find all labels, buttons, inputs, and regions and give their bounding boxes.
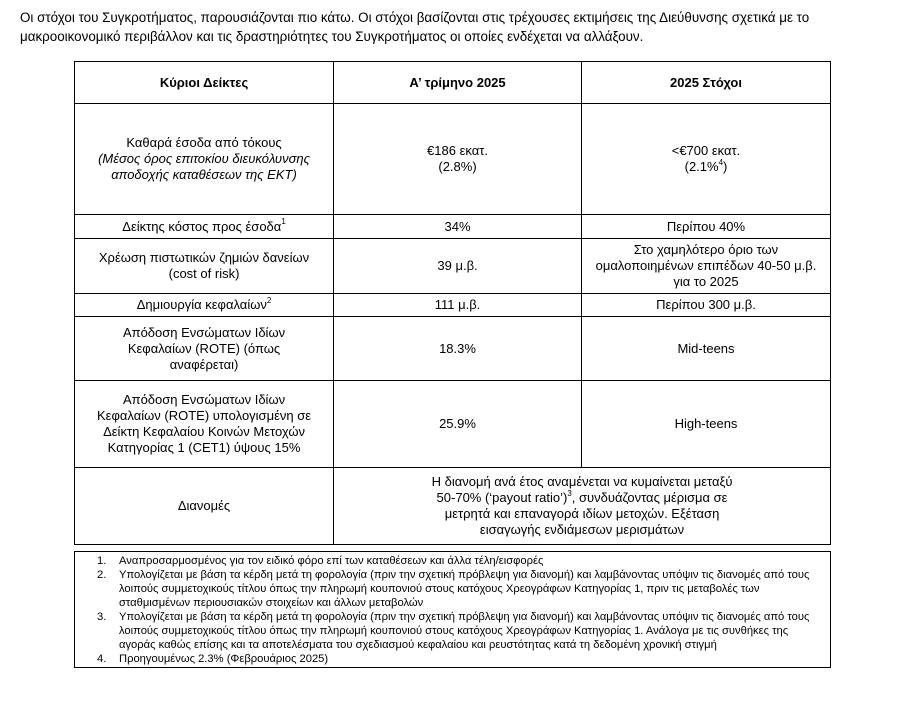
nii-label-cell <box>75 104 334 215</box>
header-key-indicators: Κύριοι Δείκτες <box>75 62 334 104</box>
nii-target-rate: (2.1%$^4$) <box>684 157 728 174</box>
nii-target-value: <€700 εκατ. <box>671 143 741 158</box>
rote-label: Απόδοση Ενσώματων Ιδίων Κεφαλαίων (ROTE) (όπως αναφέρεται) <box>75 317 334 381</box>
row-rote-cet1 <box>75 381 831 468</box>
table-header-row <box>75 62 831 104</box>
distributions-label: Διανομές <box>75 468 334 545</box>
cti-target: Περίπου 40% <box>582 215 831 239</box>
row-cost-of-risk <box>75 239 831 294</box>
row-cost-to-income <box>75 215 831 239</box>
rote-cet1-target: High-teens <box>582 381 831 468</box>
footnote-ref-1: 1 <box>281 217 286 227</box>
cor-q1: 39 μ.β. <box>334 239 582 294</box>
footnote-ref-3: 3 <box>567 488 572 498</box>
footnote-item: 3. Υπολογίζεται με βάση τα κέρδη μετά τη φορολογία (πριν την σχετική πρόβλεψη για διανομή) και λαμβάνοντας υπόψιν τις διανομές από τους λοιπούς συμμετοχικούς τίτλου όπως την πληρωμή κουπονιού στους κατόχους Χρεογράφων Κατηγορίας 1. Ανάλογα με τις συνθήκες της αγοράς καθώς επίσης και τα αποτελέσματα του σχεδιασμού κεφαλαίου και ρευστότητας κατά τη δεδομένη χρονική στιγμή <box>97 611 810 651</box>
header-q1-2025: Α’ τρίμηνο 2025 <box>334 62 582 104</box>
footnote-ref-2: 2 <box>266 295 272 305</box>
footnote-item: 1. Αναπροσαρμοσμένος για τον ειδικό φόρο επί των καταθέσεων και άλλα τέλη/εισφορές <box>97 555 544 567</box>
row-rote-reported <box>75 317 831 381</box>
capital-target: Περίπου 300 μ.β. <box>582 294 831 317</box>
footnote-ref-4: 4 <box>718 157 724 167</box>
nii-label: Καθαρά έσοδα από τόκους <box>126 135 282 150</box>
cti-q1: 34% <box>334 215 582 239</box>
nii-q1-cell <box>334 104 582 215</box>
header-2025-targets: 2025 Στόχοι <box>582 62 831 104</box>
row-distributions <box>75 468 831 545</box>
footnotes-box <box>74 551 831 668</box>
cor-label: Χρέωση πιστωτικών ζημιών δανείων (cost of risk) <box>75 239 334 294</box>
rote-cet1-label: Απόδοση Ενσώματων Ιδίων Κεφαλαίων (ROTE) υπολογισμένη σε Δείκτη Κεφαλαίου Κοινών Μετοχών Κατηγορίας 1 (CET1) ύψους 15% <box>75 381 334 468</box>
rote-target: Mid-teens <box>582 317 831 381</box>
row-capital-generation <box>75 294 831 317</box>
capital-label: Δημιουργία κεφαλαίων$^2$ <box>75 294 334 317</box>
row-net-interest-income <box>75 104 831 215</box>
nii-q1-rate: (2.8%) <box>438 159 477 174</box>
footnote-item: 4. Προηγουμένως 2.3% (Φεβρουάριος 2025) <box>97 653 329 665</box>
cor-target: Στο χαμηλότερο όριο των ομαλοποιημένων επιπέδων 40-50 μ.β. για το 2025 <box>582 239 831 294</box>
nii-target-cell <box>582 104 831 215</box>
kpi-table <box>74 61 831 545</box>
rote-q1: 18.3% <box>334 317 582 381</box>
rote-cet1-q1: 25.9% <box>334 381 582 468</box>
intro-paragraph: Οι στόχοι του Συγκροτήματος, παρουσιάζονται πιο κάτω. Οι στόχοι βασίζονται στις τρέχουσες εκτιμήσεις της Διεύθυνσης σχετικά με το μακροοικονομικό περιβάλλον και τις δραστηριότητες του Συγκροτήματος οι οποίες ενδέχεται να αλλάξουν. <box>20 10 810 44</box>
capital-q1: 111 μ.β. <box>334 294 582 317</box>
distributions-text: Η διανομή ανά έτος αναμένεται να κυμαίνεται μεταξύ 50-70% (‘payout ratio’)$^3$, συνδυάζοντας μέρισμα σε μετρητά και επαναγορά ιδίων μετοχών. Εξέταση εισαγωγής ενδιάμεσων μερισμάτων <box>334 468 831 545</box>
footnote-item: 2. Υπολογίζεται με βάση τα κέρδη μετά τη φορολογία (πριν την σχετική πρόβλεψη για διανομή) και λαμβάνοντας υπόψιν τις διανομές από τους λοιπούς συμμετοχικούς τίτλου όπως την πληρωμή κουπονιού στους κατόχους Χρεογράφων Κατηγορίας 1, πριν τις μεταβολές των σταθμισμένων περιουσιακών στοιχείων και άλλων μεταβολών <box>97 569 810 609</box>
footnotes-list <box>81 554 824 666</box>
cti-label: Δείκτης κόστος προς έσοδα$^1$ <box>75 215 334 239</box>
nii-sublabel: (Μέσος όρος επιτοκίου διευκόλυνσης αποδοχής καταθέσεων της ΕΚΤ) <box>98 151 310 182</box>
nii-q1-value: €186 εκατ. <box>427 143 488 158</box>
